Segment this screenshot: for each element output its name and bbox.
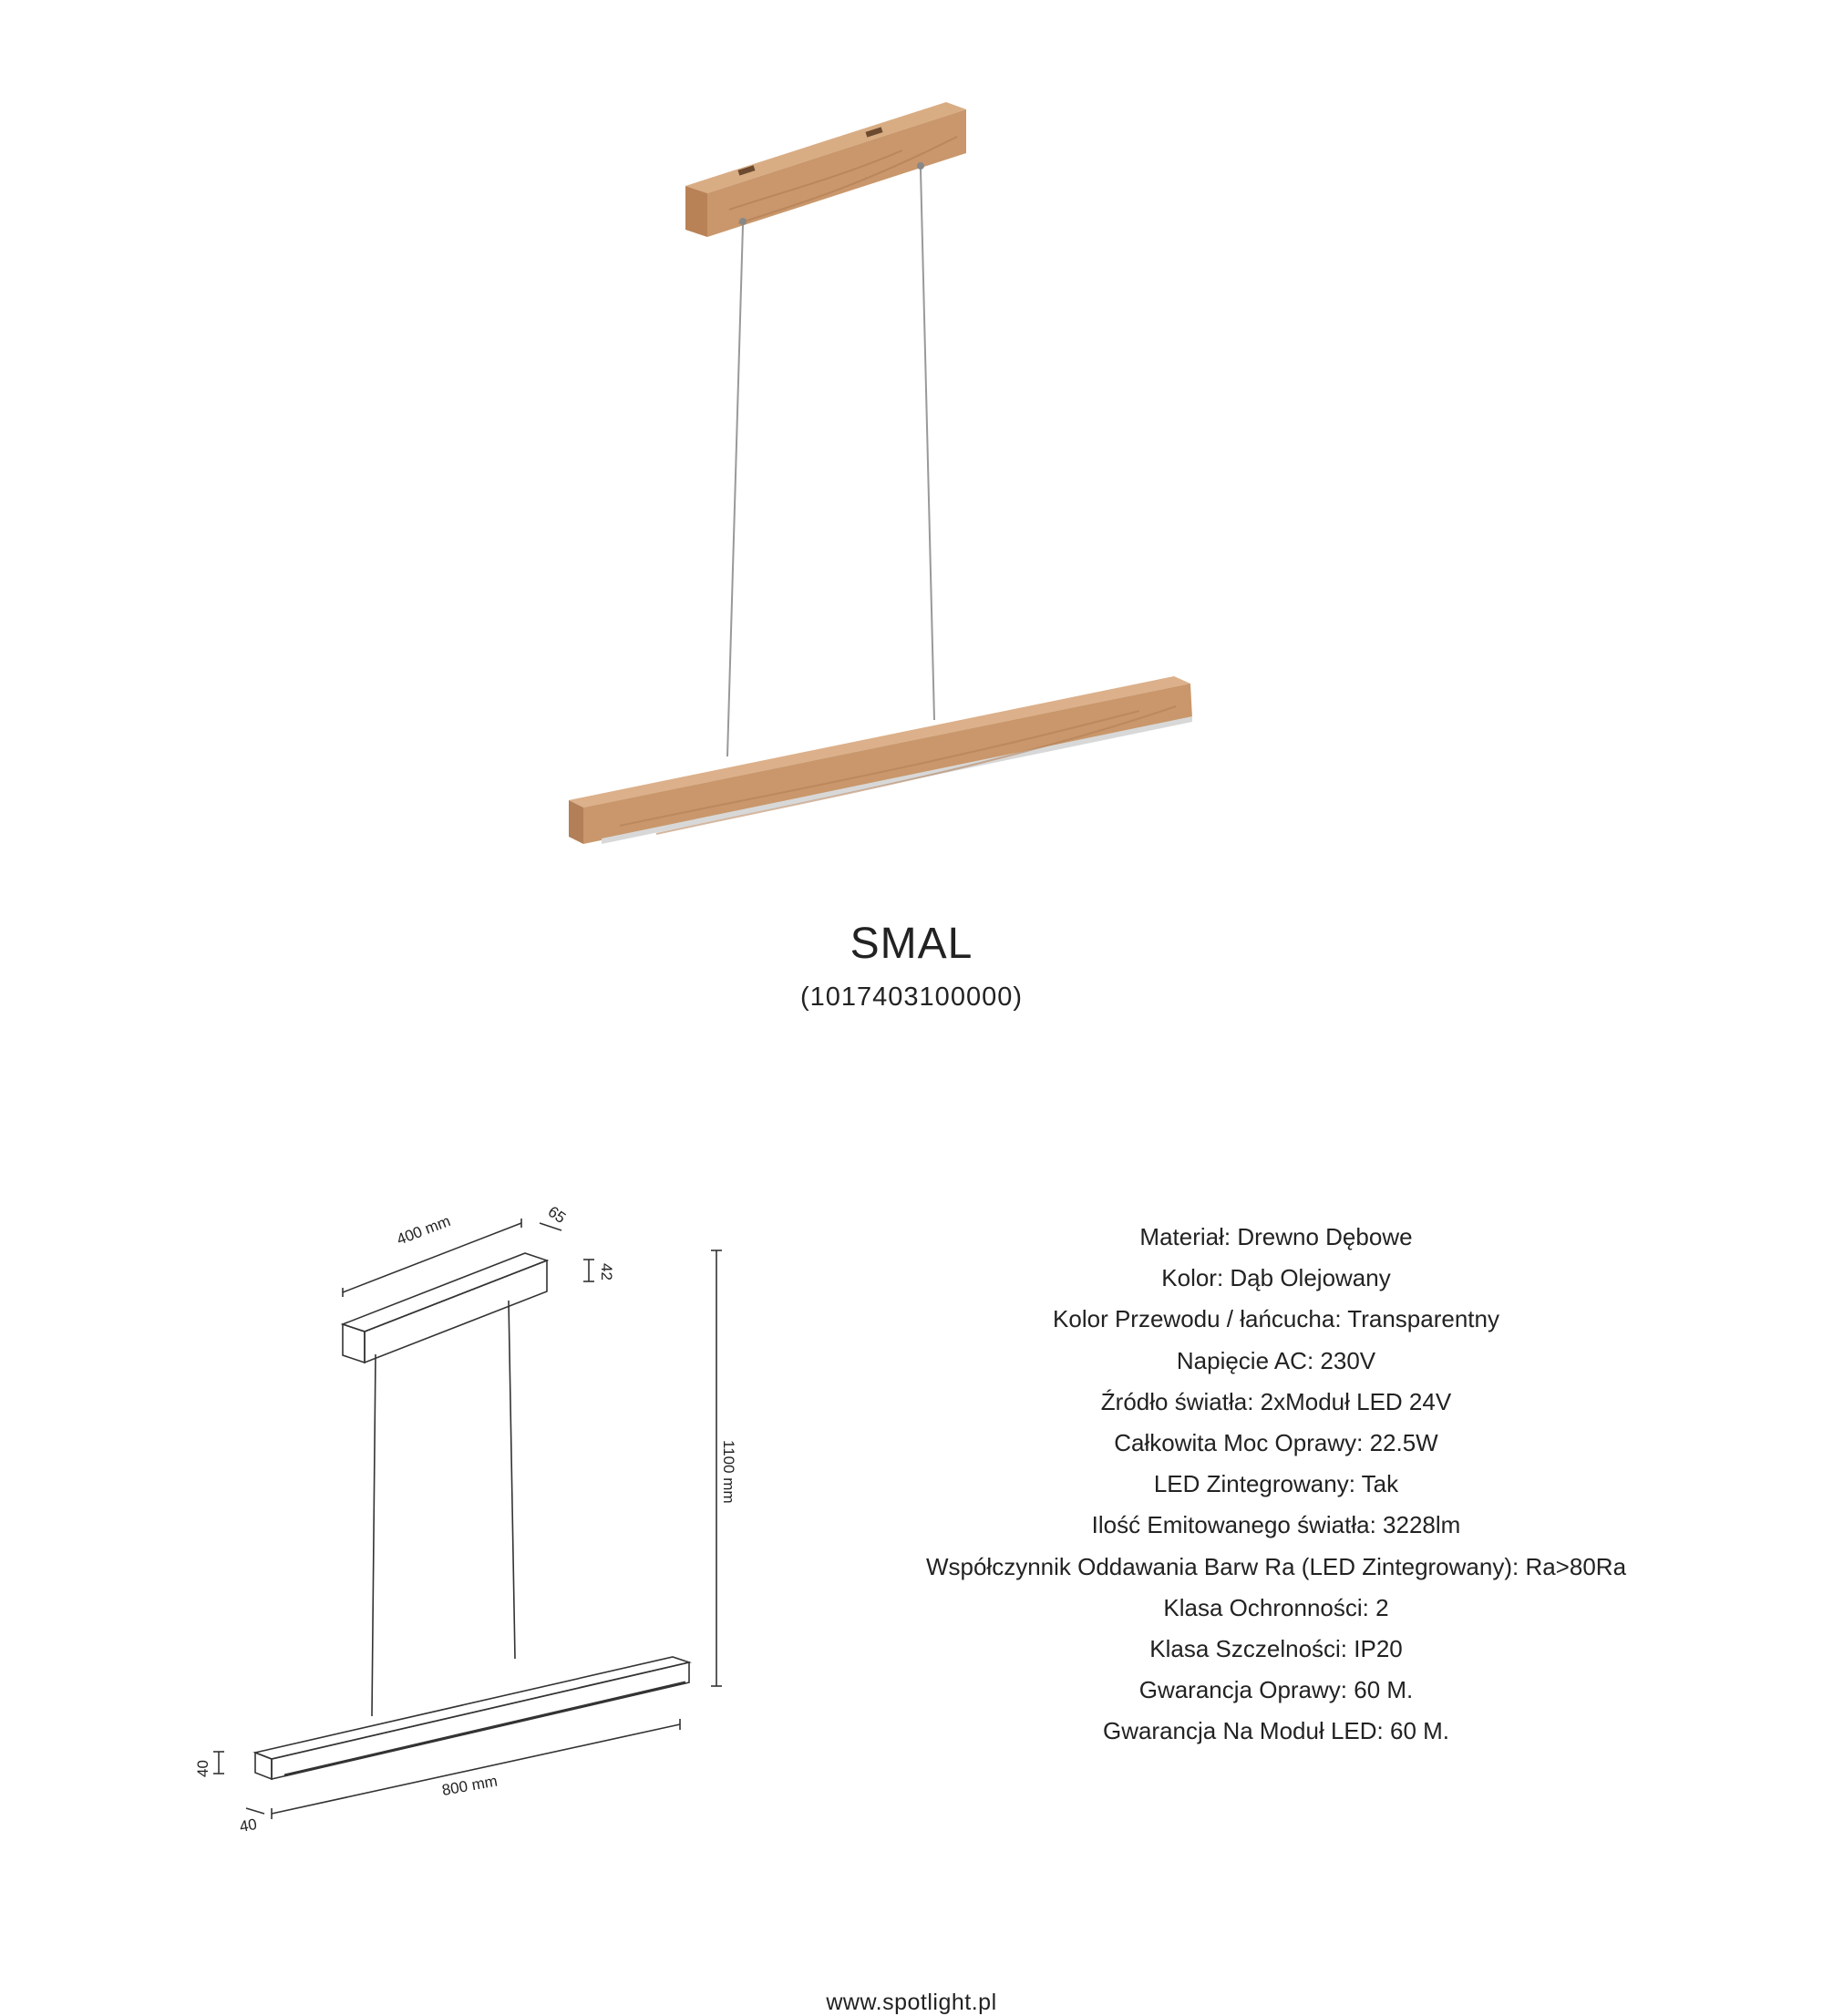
product-code: (1017403100000)	[800, 982, 1023, 1012]
spec-item: LED Zintegrowany: Tak	[1153, 1470, 1399, 1498]
website-link[interactable]: www.spotlight.pl	[826, 1990, 997, 2015]
spec-item: Ilość Emitowanego światła: 3228lm	[1091, 1511, 1461, 1539]
dim-bar-length: 800 mm	[440, 1772, 500, 1799]
spec-item: Współczynnik Oddawania Barw Ra (LED Zintegrowany): Ra>80Ra	[925, 1552, 1627, 1580]
spec-list	[893, 1217, 1659, 1753]
canopy	[685, 102, 966, 237]
spec-item: Źródło światła: 2xModuł LED 24V	[1100, 1387, 1452, 1415]
spec-item: Gwarancja Oprawy: 60 M.	[1138, 1676, 1414, 1704]
spec-item: Napięcie AC: 230V	[1176, 1346, 1376, 1374]
dim-bar-depth: 40	[238, 1815, 259, 1836]
spec-item: Kolor: Dąb Olejowany	[1161, 1264, 1391, 1292]
spec-item: Całkowita Moc Oprawy: 22.5W	[1114, 1429, 1438, 1457]
dim-canopy-depth: 65	[544, 1202, 570, 1228]
light-bar	[569, 676, 1192, 844]
dim-canopy-height: 42	[598, 1263, 615, 1281]
dim-total-height: 1100 mm	[720, 1440, 737, 1504]
dim-canopy-length: 400 mm	[394, 1211, 453, 1249]
suspension-wire-right	[921, 170, 934, 720]
dim-bar-height: 40	[194, 1760, 211, 1777]
spec-item: Materiał: Drewno Dębowe	[1139, 1223, 1413, 1250]
spec-item: Klasa Ochronności: 2	[1163, 1593, 1389, 1621]
product-photo	[547, 64, 1203, 848]
spec-item: Kolor Przewodu / łańcucha: Transparentny	[1053, 1305, 1499, 1333]
technical-drawing	[182, 1176, 766, 1850]
product-title: SMAL	[850, 920, 973, 968]
suspension-wire-left	[727, 225, 743, 756]
spec-item: Klasa Szczelności: IP20	[1149, 1635, 1403, 1663]
spec-item: Gwarancja Na Moduł LED: 60 M.	[1102, 1717, 1450, 1745]
